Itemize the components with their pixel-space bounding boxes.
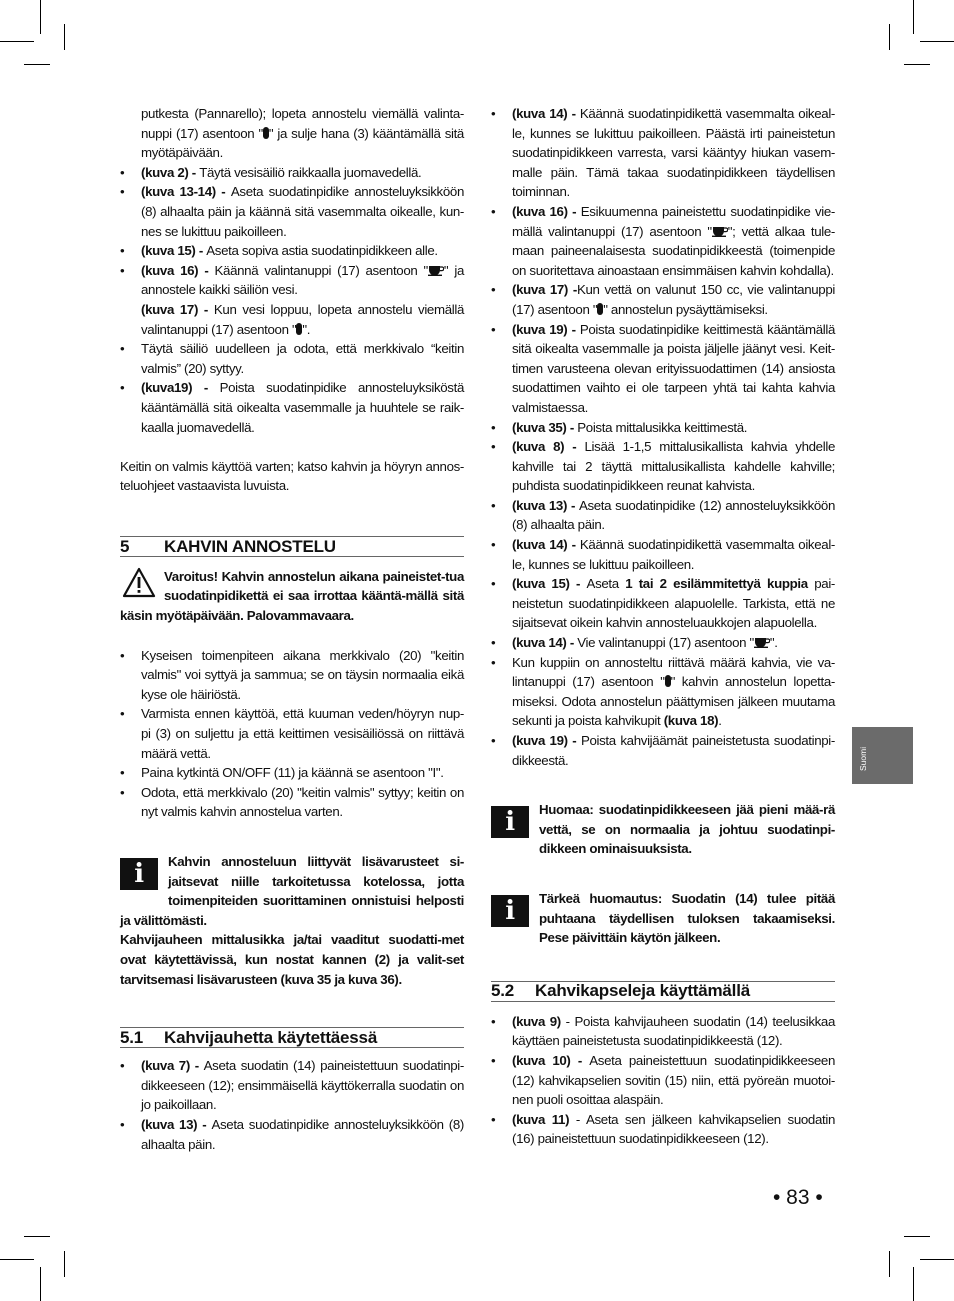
section-heading: 5 KAHVIN ANNOSTELU <box>120 536 464 557</box>
crop-mark <box>0 41 34 42</box>
list-item: • (kuva 19) - Poista kahvijäämät paineistetusta suodatinpi-dikkeestä. <box>491 731 835 770</box>
crop-mark <box>913 1267 914 1301</box>
list-item: • (kuva 14) - Käännä suodatinpidikettä vasemmalta oikeal-le, kunnes se lukittuu paikoilleen. Päästä irti paineistetun suodatinpidikkeen varresta, varsi kääntyy hiukan vasem-malle päin. Tämä takaa suodatinpidikkeen täydellisen toiminnan. <box>491 104 835 202</box>
crop-mark <box>40 0 41 34</box>
left-column <box>120 104 464 1154</box>
sec5-list <box>120 646 464 822</box>
list-item: • (kuva 15) - Aseta 1 tai 2 esilämmitettyä kuppia pai-neistetun suodatinpidikkeen alapuolelle. Tarkista, että ne sijaitsevat oikein kahvin annosteluaukkojen alapuolella. <box>491 574 835 633</box>
list-item: • (kuva 2) - Täytä vesisäiliö raikkaalla juomavedellä. <box>120 163 464 183</box>
list-item: • Täytä säiliö uudelleen ja odota, että merkkivalo “keitin valmis” (20) syttyy. <box>120 339 464 378</box>
list-item: • (kuva 13-14) - Aseta suodatinpidike annosteluyksikköön (8) alhaalta päin ja käännä sitä vasemmalta oikealle, kun-nes se lukittuu paikoilleen. <box>120 182 464 241</box>
section-heading: 5.2 Kahvikapseleja käyttämällä <box>491 981 835 1002</box>
list-item: • (kuva 11) - Aseta sen jälkeen kahvikapselien suodatin (16) paineistettuun suodatinpidikkeeseen (12). <box>491 1110 835 1149</box>
coffee-cup-icon <box>754 637 770 648</box>
list-item: • (kuva 15) - Aseta sopiva astia suodatinpidikkeen alle. <box>120 241 464 261</box>
crop-mark <box>904 1236 930 1237</box>
intro-list <box>120 104 464 437</box>
list-item: • Paina kytkintä ON/OFF (11) ja käännä se asentoon "I". <box>120 763 464 783</box>
list-item: • (kuva 16) - Esikuumenna paineistettu suodatinpidike vie-mällä valintanuppi (17) asentoon " "; vettä alkaa tule-maan paineenalaisesta suodatinpidikkeestä (toimenpide on suoritettava ainoastaan ensimmäisen kahvin kohdalla). <box>491 202 835 280</box>
language-side-tab: Suomi <box>852 727 913 784</box>
info-i-icon: i <box>491 806 529 838</box>
info-note: i Huomaa: suodatinpidikkeeseen jää pieni mää-rä vettä, se on normaalia ja johtuu suodatinpi-dikkeen ominaisuuksista. <box>491 800 835 859</box>
list-item: • (kuva 14) - Vie valintanuppi (17) asentoon " ". <box>491 633 835 653</box>
crop-mark <box>24 64 50 65</box>
right-column <box>491 104 835 1149</box>
crop-mark <box>904 64 930 65</box>
list-item: • (kuva 35) - Poista mittalusikka keittimestä. <box>491 418 835 438</box>
list-item: • (kuva 7) - Aseta suodatin (14) paineistettuun suodatinpi-dikkeeseen (12); ensimmäisellä käyttökerralla suodatin on jo paikoillaan. <box>120 1056 464 1115</box>
list-item: • (kuva 17) -Kun vettä on valunut 150 cc, vie valintanuppi (17) asentoon " " annostelun pysäyttämiseksi. <box>491 280 835 319</box>
crop-mark <box>24 1236 50 1237</box>
crop-mark <box>40 1267 41 1301</box>
list-item: • Varmista ennen käyttöä, että kuuman veden/höyryn nup-pi (3) on suljettu ja että keittimen vesisäiliössä on riittävä määrä vettä. <box>120 704 464 763</box>
info-i-icon: i <box>120 858 158 890</box>
crop-mark <box>64 1251 65 1277</box>
info-note: i Tärkeä huomautus: Suodatin (14) tulee pitää puhtaana täydellisen tuloksen takaamiseksi. Pese päivittäin käytön jälkeen. <box>491 889 835 948</box>
ready-paragraph: Keitin on valmis käyttöä varten; katso kahvin ja höyryn annos-teluohjeet vastaavista luvuista. <box>120 458 464 494</box>
crop-mark <box>0 1259 34 1260</box>
list-item: • (kuva 13) - Aseta suodatinpidike (12) annosteluyksikköön (8) alhaalta päin. <box>491 496 835 535</box>
warning-box: Varoitus! Kahvin annostelun aikana paineistet-tua suodatinpidikettä ei saa irrottaa kääntä-mällä sitä käsin myötäpäivään. Palovammavaara. <box>120 568 464 624</box>
info-note: i Kahvin annosteluun liittyvät lisävarusteet si-jaitsevat niille tarkoitetussa kotelossa, jotta toimenpiteiden suorittaminen onnistuisi helposti ja välittömästi. Kahvijauheen mittalusikka ja/tai vaaditut suodatti-met ovat käytettävissä, kun nostat kannen (2) ja valit-set tarvitsemasi lisävarusteen (kuva 35 ja kuva 36). <box>120 854 464 987</box>
crop-mark <box>889 24 890 50</box>
section-heading: 5.1 Kahvijauhetta käytettäessä <box>120 1027 464 1048</box>
sec52-list <box>491 1012 835 1149</box>
coffee-cup-icon <box>712 226 728 237</box>
warning-triangle-icon <box>122 567 156 599</box>
list-item: • (kuva 16) - Käännä valintanuppi (17) asentoon " " ja annostele kaikki säiliön vesi. <box>120 261 464 300</box>
crop-mark <box>889 1251 890 1277</box>
crop-mark <box>920 41 954 42</box>
list-item: • (kuva 13) - Aseta suodatinpidike annosteluyksikköön (8) alhaalta päin. <box>120 1115 464 1154</box>
list-item: • (kuva 8) - Lisää 1-1,5 mittalusikallista kahvia yhdelle kahville tai 2 täyttä mittalusikallista kahdelle kahville; puhdista suodatinpidikkeen reunat kahvista. <box>491 437 835 496</box>
list-item: • (kuva 10) - Aseta paineistettuun suodatinpidikkeeseen (12) kahvikapselien sovitin (15) niin, että pyöreän muotoi-nen puoli osoittaa alaspäin. <box>491 1051 835 1110</box>
list-item: (kuva 17) - Kun vesi loppuu, lopeta annostelu viemällä valintanuppi (17) asentoon " ". <box>141 301 465 337</box>
crop-mark <box>913 0 914 34</box>
list-item: • (kuva 9) - Poista kahvijauheen suodatin (14) teelusikkaa käyttäen paineistetusta suodatinpidikkeestä (12). <box>491 1012 835 1051</box>
right-list <box>491 104 835 770</box>
list-item: • Kyseisen toimenpiteen aikana merkkivalo (20) "keitin valmis" voi syttyä ja sammua; se on täysin normaalia eikä kyse ole häiriöstä. <box>120 646 464 705</box>
list-item: • Odota, että merkkivalo (20) "keitin valmis" syttyy; keitin on nyt valmis kahvin annostelua varten. <box>120 783 464 822</box>
list-item: • Kun kuppiin on annosteltu riittävä määrä kahvia, vie va-lintanuppi (17) asentoon " " kahvin annostelun lopetta-miseksi. Odota annostelun päättymisen jälkeen muutama sekunti ja poista kahvikupit (kuva 18). <box>491 653 835 731</box>
page-number: • 83 • <box>773 1186 823 1209</box>
list-item: • (kuva 14) - Käännä suodatinpidikettä vasemmalta oikeal-le, kunnes se lukittuu paikoilleen. <box>491 535 835 574</box>
list-item: • (kuva19) - Poista suodatinpidike annosteluyksiköstä kääntämällä sitä oikealta vasemmalle ja huuhtele se raik-kaalla juomavedellä. <box>120 378 464 437</box>
crop-mark <box>920 1259 954 1260</box>
coffee-cup-icon <box>428 265 444 276</box>
sec51-list <box>120 1056 464 1154</box>
list-item: putkesta (Pannarello); lopeta annostelu viemällä valinta-nuppi (17) asentoon " " ja sulje hana (3) kääntämällä sitä myötäpäivään. <box>141 106 464 161</box>
crop-mark <box>64 24 65 50</box>
list-item: • (kuva 19) - Poista suodatinpidike keittimestä kääntämällä sitä oikealta vasemmalle ja poista jäljelle jäänyt vesi. Keit-timen varusteena olevan erityissuodattimen (14) ansiosta suodattimen vaihto ei ole tarpeen yhtä tai kahta kahvia valmistaessa. <box>491 320 835 418</box>
info-i-icon: i <box>491 895 529 927</box>
